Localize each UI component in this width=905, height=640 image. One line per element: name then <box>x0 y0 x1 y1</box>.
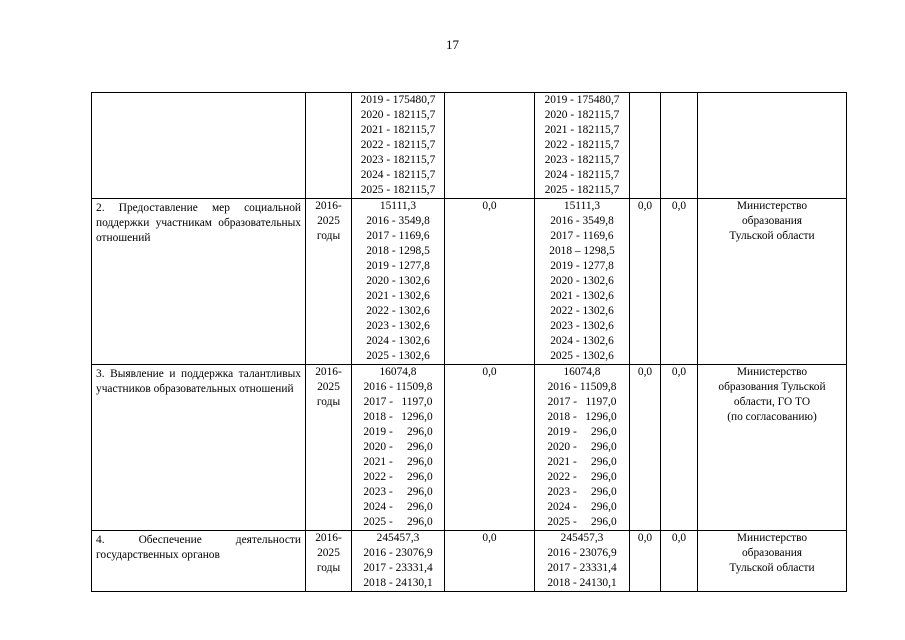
regional-budget-line: 2025 - 182115,7 <box>544 184 620 196</box>
total-funding-line: 2024 - 296,0 <box>363 501 433 513</box>
federal-budget-cell <box>445 199 535 365</box>
regional-budget-line: 2021 - 1302,6 <box>550 290 614 302</box>
period-cell <box>306 531 352 592</box>
total-funding-cell <box>352 365 445 531</box>
total-funding-line: 2019 - 296,0 <box>363 426 433 438</box>
regional-budget-cell <box>535 93 630 199</box>
regional-budget-line: 2018 – 1298,5 <box>549 245 615 257</box>
regional-budget-line: 15111,3 <box>563 200 601 212</box>
event-name-cell <box>92 531 306 592</box>
period-line: 2016- <box>315 366 342 378</box>
executor-line: Министерство <box>736 366 808 378</box>
total-funding-cell <box>352 199 445 365</box>
regional-budget-line: 2016 - 23076,9 <box>547 547 617 559</box>
regional-budget-line: 2023 - 296,0 <box>547 486 617 498</box>
total-funding-line: 2019 - 1277,8 <box>366 260 430 272</box>
total-funding-line: 2021 - 296,0 <box>363 456 433 468</box>
regional-budget-line: 2024 - 1302,6 <box>550 335 614 347</box>
regional-budget-line: 2023 - 182115,7 <box>544 154 620 166</box>
regional-budget-line: 2020 - 182115,7 <box>544 109 620 121</box>
local-budget-cell <box>630 365 661 531</box>
period-line: 2016- <box>315 200 342 212</box>
extrabudgetary-cell <box>661 531 698 592</box>
total-funding-line: 2019 - 175480,7 <box>360 94 436 106</box>
period-line: годы <box>316 396 341 408</box>
period-line: 2016- <box>315 532 342 544</box>
event-name: 4. Обеспечение деятельности государственных органов <box>96 534 301 561</box>
executor-cell <box>698 365 847 531</box>
local-budget-cell <box>630 199 661 365</box>
event-name-cell <box>92 199 306 365</box>
period-line: 2025 <box>317 547 340 559</box>
period-line: 2025 <box>317 215 340 227</box>
regional-budget-cell <box>535 199 630 365</box>
regional-budget-line: 2018 - 1296,0 <box>547 411 617 423</box>
regional-budget-line: 2024 - 296,0 <box>547 501 617 513</box>
regional-budget-line: 2020 - 1302,6 <box>550 275 614 287</box>
local-budget-value: 0,0 <box>637 200 653 212</box>
executor-line: образования <box>741 215 803 227</box>
total-funding-line: 2018 - 24130,1 <box>363 577 433 589</box>
total-funding-line: 2023 - 296,0 <box>363 486 433 498</box>
regional-budget-line: 2023 - 1302,6 <box>550 320 614 332</box>
total-funding-line: 2025 - 1302,6 <box>366 350 430 362</box>
executor-line: образования Тульской <box>718 381 826 393</box>
total-funding-line: 2020 - 296,0 <box>363 441 433 453</box>
total-funding-line: 2024 - 1302,6 <box>366 335 430 347</box>
extrabudgetary-value: 0,0 <box>671 366 687 378</box>
regional-budget-line: 2020 - 296,0 <box>547 441 617 453</box>
regional-budget-line: 2019 - 296,0 <box>547 426 617 438</box>
total-funding-line: 2020 - 1302,6 <box>366 275 430 287</box>
regional-budget-line: 16074,8 <box>563 366 601 378</box>
total-funding-line: 2020 - 182115,7 <box>360 109 436 121</box>
local-budget-cell <box>630 531 661 592</box>
executor-line: Министерство <box>736 200 808 212</box>
total-funding-line: 2016 - 23076,9 <box>363 547 433 559</box>
total-funding-line: 15111,3 <box>379 200 417 212</box>
extrabudgetary-cell <box>661 199 698 365</box>
federal-budget-value: 0,0 <box>482 532 497 544</box>
total-funding-line: 2021 - 1302,6 <box>366 290 430 302</box>
total-funding-line: 245457,3 <box>376 532 420 544</box>
total-funding-line: 2018 - 1296,0 <box>363 411 433 423</box>
extrabudgetary-value: 0,0 <box>671 200 687 212</box>
regional-budget-cell <box>535 365 630 531</box>
executor-line: Тульской области <box>729 230 815 242</box>
federal-budget-value: 0,0 <box>482 366 497 378</box>
local-budget-value: 0,0 <box>637 366 653 378</box>
event-name-cell <box>92 365 306 531</box>
executor-cell <box>698 93 847 199</box>
table-row-row-2 <box>92 199 847 365</box>
regional-budget-line: 2017 - 1197,0 <box>547 396 617 408</box>
regional-budget-line: 2025 - 296,0 <box>547 516 617 528</box>
event-name: 2. Предоставление мер социальной поддержки участникам образовательных отношений <box>96 202 301 244</box>
total-funding-line: 2024 - 182115,7 <box>360 169 436 181</box>
total-funding-line: 2022 - 182115,7 <box>360 139 436 151</box>
executor-line: области, ГО ТО <box>733 396 811 408</box>
period-cell <box>306 199 352 365</box>
regional-budget-line: 2024 - 182115,7 <box>544 169 620 181</box>
total-funding-line: 2017 - 1197,0 <box>363 396 433 408</box>
total-funding-line: 2016 - 3549,8 <box>366 215 430 227</box>
local-budget-value: 0,0 <box>637 532 653 544</box>
regional-budget-cell <box>535 531 630 592</box>
executor-cell <box>698 199 847 365</box>
executor-line: образования <box>741 547 803 559</box>
total-funding-line: 2017 - 1169,6 <box>366 230 430 242</box>
total-funding-line: 2022 - 1302,6 <box>366 305 430 317</box>
total-funding-line: 16074,8 <box>379 366 417 378</box>
total-funding-line: 2025 - 296,0 <box>363 516 433 528</box>
total-funding-line: 2022 - 296,0 <box>363 471 433 483</box>
regional-budget-line: 2019 - 175480,7 <box>544 94 620 106</box>
regional-budget-line: 2018 - 24130,1 <box>547 577 617 589</box>
period-line: годы <box>316 230 341 242</box>
total-funding-cell <box>352 531 445 592</box>
extrabudgetary-cell <box>661 93 698 199</box>
total-funding-line: 2023 - 1302,6 <box>366 320 430 332</box>
executor-line: (по согласованию) <box>727 411 817 423</box>
regional-budget-line: 2022 - 182115,7 <box>544 139 620 151</box>
period-cell <box>306 365 352 531</box>
local-budget-cell <box>630 93 661 199</box>
extrabudgetary-cell <box>661 365 698 531</box>
event-name: 3. Выявление и поддержка талантливых участников образовательных отношений <box>96 368 301 395</box>
executor-cell <box>698 531 847 592</box>
regional-budget-line: 2022 - 296,0 <box>547 471 617 483</box>
total-funding-line: 2017 - 23331,4 <box>363 562 433 574</box>
executor-line: Министерство <box>736 532 808 544</box>
table-row-continued <box>92 93 847 199</box>
regional-budget-line: 245457,3 <box>560 532 604 544</box>
regional-budget-line: 2025 - 1302,6 <box>550 350 614 362</box>
total-funding-cell <box>352 93 445 199</box>
period-cell <box>306 93 352 199</box>
regional-budget-line: 2019 - 1277,8 <box>550 260 614 272</box>
regional-budget-line: 2017 - 1169,6 <box>550 230 614 242</box>
regional-budget-line: 2016 - 3549,8 <box>550 215 614 227</box>
total-funding-line: 2023 - 182115,7 <box>360 154 436 166</box>
total-funding-line: 2016 - 11509,8 <box>363 381 433 393</box>
total-funding-line: 2025 - 182115,7 <box>360 184 436 196</box>
total-funding-line: 2018 - 1298,5 <box>366 245 430 257</box>
extrabudgetary-value: 0,0 <box>671 532 687 544</box>
federal-budget-cell <box>445 531 535 592</box>
page-number: 17 <box>446 37 459 52</box>
federal-budget-value: 0,0 <box>482 200 497 212</box>
regional-budget-line: 2021 - 182115,7 <box>544 124 620 136</box>
regional-budget-line: 2016 - 11509,8 <box>547 381 617 393</box>
event-name-cell <box>92 93 306 199</box>
federal-budget-cell <box>445 365 535 531</box>
table-row-row-4 <box>92 531 847 592</box>
total-funding-line: 2021 - 182115,7 <box>360 124 436 136</box>
regional-budget-line: 2017 - 23331,4 <box>547 562 617 574</box>
federal-budget-cell <box>445 93 535 199</box>
table-row-row-3 <box>92 365 847 531</box>
regional-budget-line: 2021 - 296,0 <box>547 456 617 468</box>
regional-budget-line: 2022 - 1302,6 <box>550 305 614 317</box>
period-line: 2025 <box>317 381 340 393</box>
program-table <box>91 92 847 592</box>
period-line: годы <box>316 562 341 574</box>
executor-line: Тульской области <box>729 562 815 574</box>
